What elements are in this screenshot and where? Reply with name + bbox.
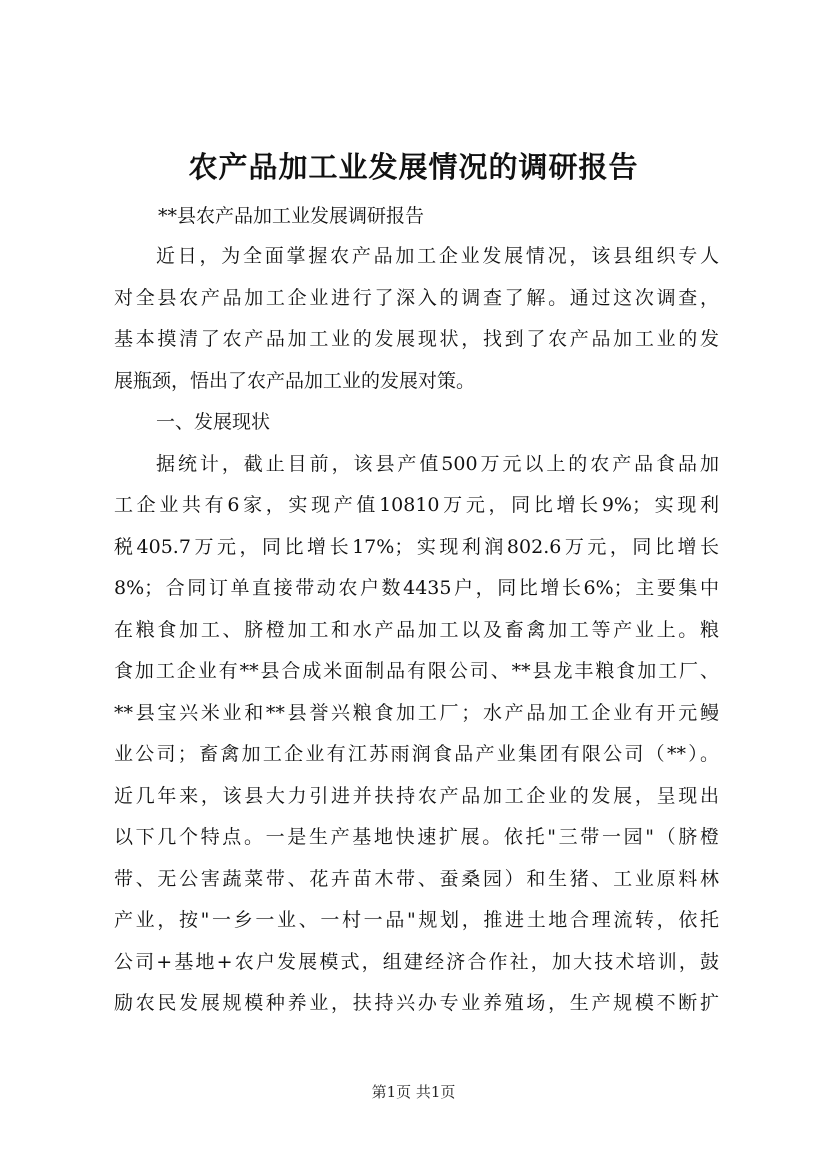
page-number-footer: 第1页 共1页 [371,1083,456,1101]
body-line: 对全县农产品加工企业进行了深入的调查了解。通过这次调查， [114,286,719,309]
section-heading: 一、发展现状 [156,411,271,433]
body-line: 业公司；畜禽加工企业有江苏雨润食品产业集团有限公司（**）。 [114,743,719,765]
body-line: **县宝兴米业和**县誉兴粮食加工厂；水产品加工企业有开元鳗 [114,701,719,724]
body-line: 据统计，截止目前，该县产值500万元以上的农产品食品加 [156,452,719,475]
body-line: 近几年来，该县大力引进并扶持农产品加工企业的发展，呈现出 [114,784,719,807]
body-line: 产业，按"一乡一业、一村一品"规划，推进土地合理流转，依托 [114,909,719,931]
body-line: 以下几个特点。一是生产基地快速扩展。依托"三带一园"（脐橙 [114,826,719,848]
body-line: 展瓶颈，悟出了农产品加工业的发展对策。 [114,369,476,392]
body-line: 基本摸清了农产品加工业的发展现状，找到了农产品加工业的发 [114,328,719,350]
body-line: 励农民发展规模种养业，扶持兴办专业养殖场，生产规模不断扩 [114,992,719,1014]
document-subtitle: **县农产品加工业发展调研报告 [158,205,425,227]
body-line: 公司+基地+农户发展模式，组建经济合作社，加大技术培训，鼓 [114,950,719,973]
body-line: 在粮食加工、脐橙加工和水产品加工以及畜禽加工等产业上。粮 [114,618,719,641]
body-line: 近日，为全面掌握农产品加工企业发展情况，该县组织专人 [156,245,719,267]
body-line: 带、无公害蔬菜带、花卉苗木带、蚕桑园）和生猪、工业原料林 [114,867,719,890]
body-line: 8%；合同订单直接带动农户数4435户，同比增长6%；主要集中 [114,577,719,599]
body-line: 工企业共有6家，实现产值10810万元，同比增长9%；实现利 [114,494,719,516]
document-body [114,236,719,1025]
body-line: 食加工企业有**县合成米面制品有限公司、**县龙丰粮食加工厂、 [114,660,719,682]
body-line: 税405.7万元，同比增长17%；实现利润802.6万元，同比增长 [114,535,719,558]
document-title: 农产品加工业发展情况的调研报告 [188,150,639,184]
